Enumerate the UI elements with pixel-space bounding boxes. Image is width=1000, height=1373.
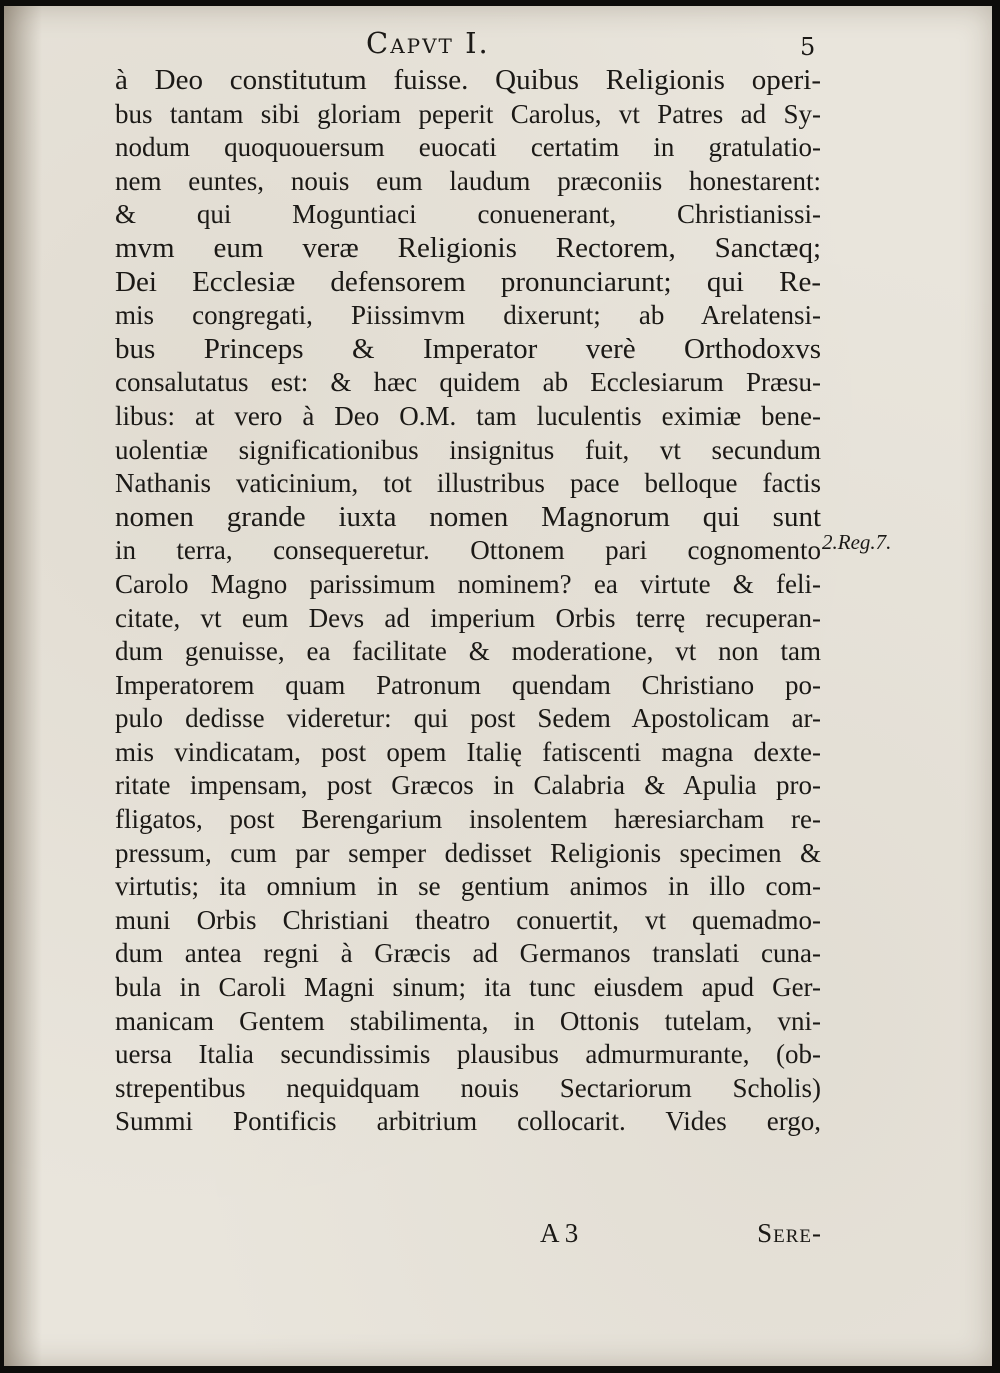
text-line: fligatos, post Berengarium insolentem hæresiarcham re- bbox=[115, 804, 821, 835]
text-line: pressum, cum par semper dedisset Religionis specimen & bbox=[115, 837, 821, 868]
text-line: mis congregati, Piissimvm dixerunt; ab Arelatensi- bbox=[115, 300, 821, 331]
text-line: virtutis; ita omnium in se gentium animos in illo com- bbox=[115, 871, 821, 902]
text-line: bus Princeps & Imperator verè Orthodoxvs bbox=[115, 332, 821, 365]
running-head: Capvt I. bbox=[366, 26, 490, 60]
text-line: & qui Moguntiaci conuenerant, Christianissi- bbox=[115, 199, 821, 230]
text-line: mvm eum veræ Religionis Rectorem, Sanctæq; bbox=[115, 231, 821, 264]
text-line: uolentiæ significationibus insignitus fuit, vt secundum bbox=[115, 434, 821, 465]
text-line: dum genuisse, ea facilitate & moderatione, vt non tam bbox=[115, 636, 821, 667]
text-line: Imperatorem quam Patronum quendam Christiano po- bbox=[115, 669, 821, 700]
text-line: uersa Italia secundissimis plausibus admurmurante, (ob- bbox=[115, 1039, 821, 1070]
text-line: ritate impensam, post Græcos in Calabria & Apulia pro- bbox=[115, 770, 821, 801]
text-line: bus tantam sibi gloriam peperit Carolus, vt Patres ad Sy- bbox=[115, 98, 821, 129]
book-page bbox=[4, 6, 992, 1366]
text-line: strepentibus nequidquam nouis Sectariorum Scholis) bbox=[115, 1072, 821, 1103]
text-line: bula in Caroli Magni sinum; ita tunc eiusdem apud Ger- bbox=[115, 972, 821, 1003]
margin-note: 2.Reg.7. bbox=[822, 530, 892, 554]
text-line: muni Orbis Christiani theatro conuertit, vt quemadmo- bbox=[115, 904, 821, 935]
text-line: nomen grande iuxta nomen Magnorum qui sunt bbox=[115, 500, 821, 533]
text-line: consalutatus est: & hæc quidem ab Ecclesiarum Præsu- bbox=[115, 367, 821, 398]
text-line: nodum quoquouersum euocati certatim in gratulatio- bbox=[115, 132, 821, 163]
text-line: manicam Gentem stabilimenta, in Ottonis tutelam, vni- bbox=[115, 1005, 821, 1036]
text-line: dum antea regni à Græcis ad Germanos translati cuna- bbox=[115, 938, 821, 969]
text-line: Nathanis vaticinium, tot illustribus pace belloque factis bbox=[115, 468, 821, 499]
signature-mark: A 3 bbox=[540, 1218, 579, 1248]
text-line: pulo dedisse videretur: qui post Sedem Apostolicam ar- bbox=[115, 703, 821, 734]
text-line: Summi Pontificis arbitrium collocarit. Vides ergo, bbox=[115, 1106, 821, 1137]
text-line: in terra, consequeretur. Ottonem pari cognomento bbox=[115, 535, 821, 566]
catchword: Sere- bbox=[757, 1218, 822, 1248]
text-line: à Deo constitutum fuisse. Quibus Religionis operi- bbox=[115, 64, 821, 96]
text-line: libus: at vero à Deo O.M. tam luculentis eximiæ bene- bbox=[115, 400, 821, 431]
body-text bbox=[115, 64, 821, 1139]
text-line: nem euntes, nouis eum laudum præconiis honestarent: bbox=[115, 165, 821, 196]
text-line: Dei Ecclesiæ defensorem pronunciarunt; qui Re- bbox=[115, 265, 821, 298]
text-line: citate, vt eum Devs ad imperium Orbis terrę recuperan- bbox=[115, 602, 821, 633]
text-line: mis vindicatam, post opem Italię fatiscenti magna dexte- bbox=[115, 736, 821, 767]
page-number: 5 bbox=[800, 33, 816, 61]
text-line: Carolo Magno parissimum nominem? ea virtute & feli- bbox=[115, 568, 821, 599]
